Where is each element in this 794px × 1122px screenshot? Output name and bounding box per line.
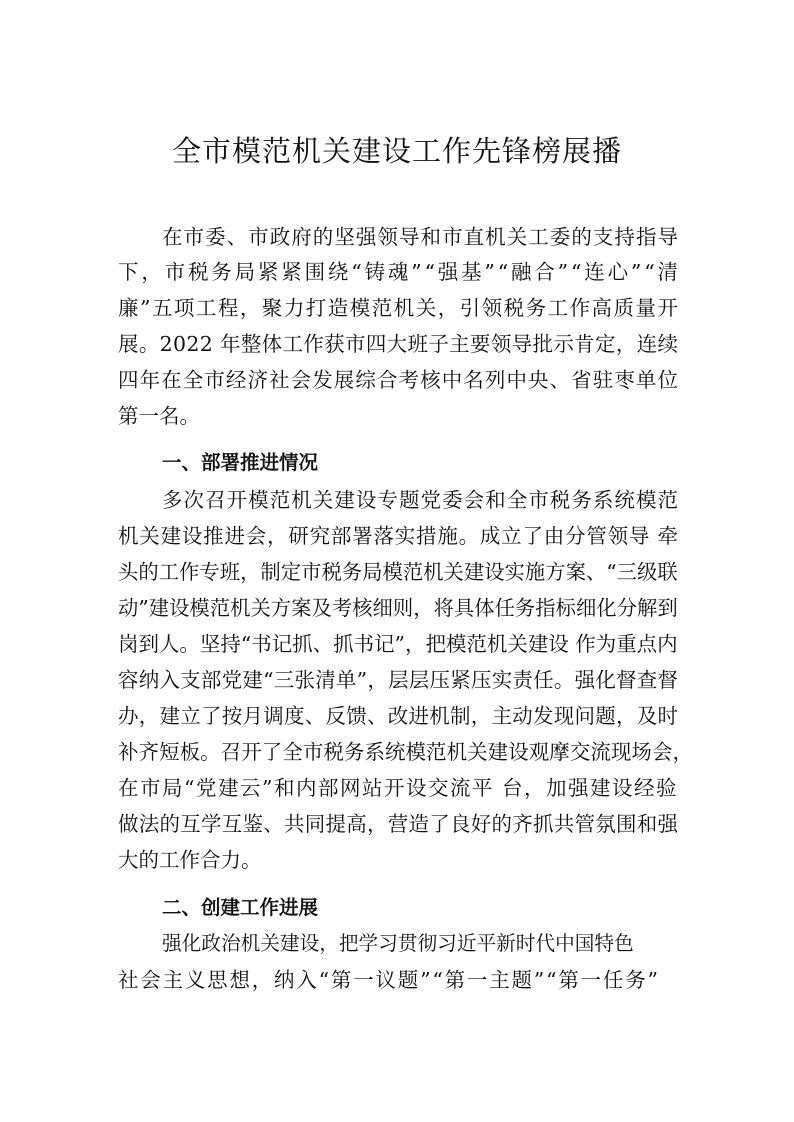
paragraph-line: 补齐短板。召开了全市税务系统模范机关建设观摩交流现场会， <box>118 740 694 764</box>
paragraph-line: 容纳入支部党建“三张清单”，层层压紧压实责任。强化督查督 <box>118 668 679 692</box>
paragraph-line: 第一名。 <box>118 404 200 428</box>
paragraph-line: 下，市税务局紧紧围绕“铸魂”“强基”“融合”“连心”“清 <box>118 260 681 284</box>
section-heading-1: 一、部署推进情况 <box>162 451 319 474</box>
paragraph-line: 办，建立了按月调度、反馈、改进机制，主动发现问题，及时 <box>118 704 679 728</box>
paragraph-line: 在市委、市政府的坚强领导和市直机关工委的支持指导 <box>162 225 680 249</box>
paragraph-line: 廉”五项工程，聚力打造模范机关，引领税务工作高质量开 <box>118 296 680 320</box>
paragraph-line: 机关建设推进会，研究部署落实措施。成立了由分管领导 牵 <box>118 524 679 548</box>
paragraph-line: 四年在全市经济社会发展综合考核中名列中央、省驻枣单位 <box>118 368 680 392</box>
paragraph-line: 展。2022 年整体工作获市四大班子主要领导批示肯定，连续 <box>118 332 679 356</box>
section-heading-2: 二、创建工作进展 <box>162 896 319 919</box>
paragraph-line: 强化政治机关建设，把学习贯彻习近平新时代中国特色 <box>162 932 634 955</box>
paragraph-line: 在市局“党建云”和内部网站开设交流平 台，加强建设经验 <box>118 776 678 800</box>
paragraph-line: 社会主义思想，纳入“第一议题”“第一主题”“第一任务” <box>118 968 660 992</box>
paragraph-line: 岗到人。坚持“书记抓、抓书记”，把模范机关建设 作为重点内 <box>118 632 678 656</box>
paragraph-line: 多次召开模范机关建设专题党委会和全市税务系统模范 <box>162 488 680 512</box>
paragraph-line: 动”建设模范机关方案及考核细则，将具体任务指标细化分解到 <box>118 596 678 620</box>
paragraph-line: 大的工作合力。 <box>118 848 262 872</box>
document-title: 全市模范机关建设工作先锋榜展播 <box>171 134 622 168</box>
paragraph-line: 头的工作专班，制定市税务局模范机关建设实施方案、“三级联 <box>118 560 678 584</box>
paragraph-line: 做法的互学互鉴、共同提高，营造了良好的齐抓共管氛围和强 <box>118 812 679 836</box>
